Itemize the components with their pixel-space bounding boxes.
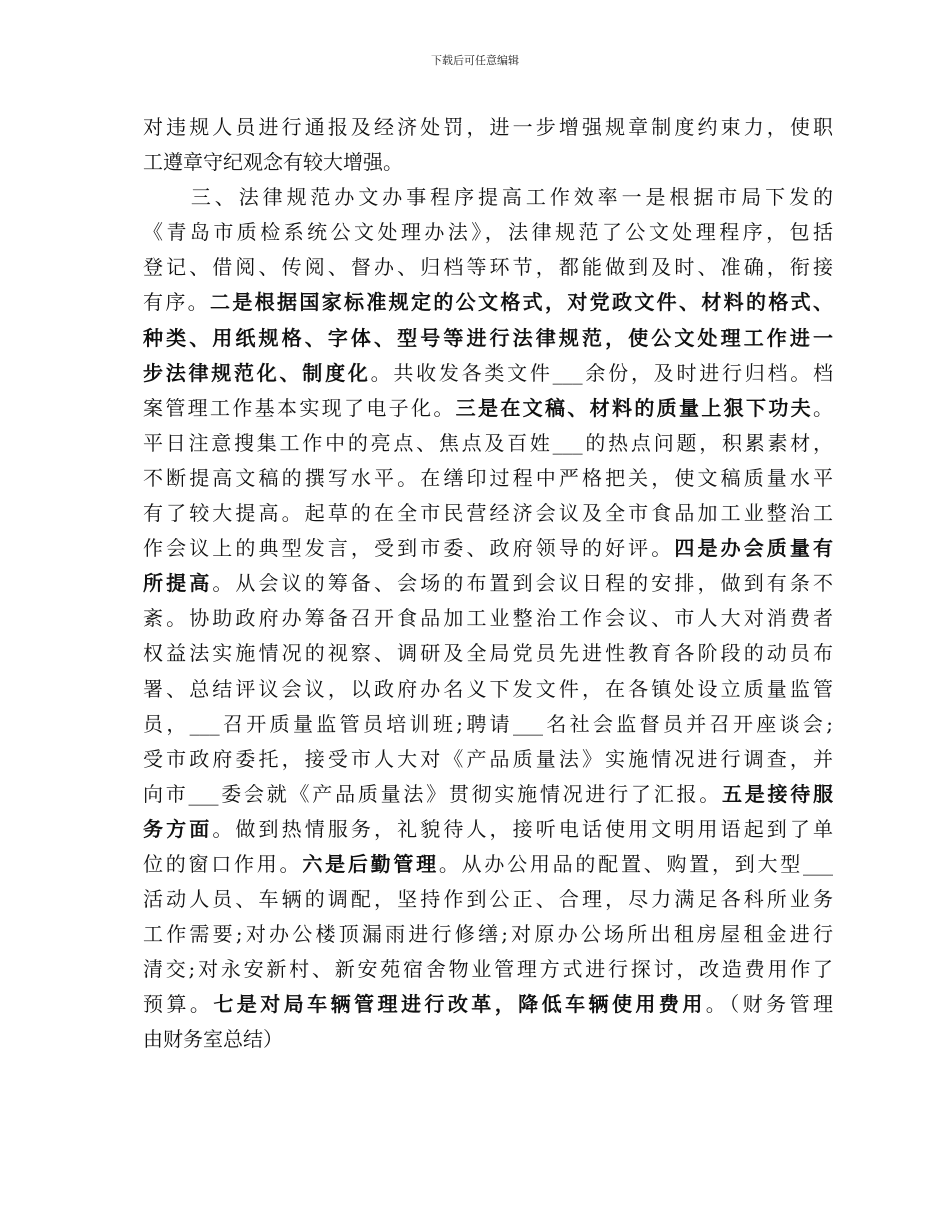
text-line [143, 250, 833, 285]
text-segment: 。 [813, 395, 833, 420]
bold-text-segment: 二是根据国家标准规定的公文格式，对党政文件、材料的格式、 [210, 290, 833, 315]
text-segment: 作会议上的典型发言，受到市委、政府领导的好评。 [143, 536, 675, 561]
text-segment: 。从会议的筹备、会场的布置到会议日程的安排，做到有条不 [212, 571, 833, 596]
text-segment: 。共收发各类文件___余份，及时进行归档。档 [370, 360, 833, 385]
text-segment: 平日注意搜集工作中的亮点、焦点及百姓___的热点问题，积累素材， [143, 430, 833, 455]
text-line [143, 882, 833, 917]
text-line [143, 110, 833, 145]
text-line [143, 285, 833, 320]
text-segment: 有了较大提高。起草的在全市民营经济会议及全市食品加工业整治工 [143, 501, 833, 526]
text-line [143, 952, 833, 987]
text-segment: 员，___召开质量监管员培训班;聘请___名社会监督员并召开座谈会; [143, 711, 833, 736]
text-segment: 活动人员、车辆的调配，坚持作到公正、合理，尽力满足各科所业务 [143, 887, 833, 912]
text-line [143, 1022, 833, 1057]
text-segment: 预算。 [143, 992, 214, 1017]
text-line [143, 496, 833, 531]
bold-text-segment: 四是办会质量有 [674, 536, 833, 561]
text-segment: 受市政府委托，接受市人大对《产品质量法》实施情况进行调查，并 [143, 746, 833, 771]
text-line [143, 707, 833, 742]
bold-text-segment: 五是接待服 [721, 781, 833, 806]
text-segment: 。从办公用品的配置、购置，到大型___ [438, 851, 833, 876]
text-segment: 权益法实施情况的视察、调研及全局党员先进性教育各阶段的动员布 [143, 641, 833, 666]
text-line [143, 531, 833, 566]
text-line [143, 391, 833, 426]
bold-text-segment: 三是在文稿、材料的质量上狠下功夫 [455, 395, 814, 420]
text-segment: 工遵章守纪观念有较大增强。 [143, 150, 403, 175]
text-segment: 由财务室总结） [143, 1027, 283, 1052]
text-segment: 登记、借阅、传阅、督办、归档等环节，都能做到及时、准确，衔接 [143, 255, 833, 280]
text-line [143, 426, 833, 461]
text-segment: 紊。协助政府办筹备召开食品加工业整治工作会议、市人大对消费者 [143, 606, 833, 631]
text-line [143, 180, 833, 215]
text-segment: 。做到热情服务，礼貌待人，接听电话使用文明用语起到了单 [212, 816, 833, 841]
text-segment: 案管理工作基本实现了电子化。 [143, 395, 456, 420]
text-line [143, 812, 833, 847]
bold-text-segment: 务方面 [143, 816, 213, 841]
text-line [143, 777, 833, 812]
text-line [143, 672, 833, 707]
text-segment: 《青岛市质检系统公文处理办法》，法律规范了公文处理程序，包括 [143, 220, 833, 245]
text-segment: 。（财务管理 [705, 992, 833, 1017]
text-line [143, 636, 833, 671]
text-segment: 有序。 [143, 290, 210, 315]
document-body [143, 110, 833, 1058]
text-line [143, 847, 833, 882]
text-segment: 位的窗口作用。 [143, 851, 303, 876]
text-line [143, 145, 833, 180]
text-segment: 向市___委会就《产品质量法》贯彻实施情况进行了汇报。 [143, 781, 722, 806]
text-line [143, 601, 833, 636]
text-line [143, 321, 833, 356]
bold-text-segment: 六是后勤管理 [302, 851, 439, 876]
text-line [143, 917, 833, 952]
bold-text-segment: 七是对局车辆管理进行改革，降低车辆使用费用 [213, 992, 706, 1017]
text-line [143, 566, 833, 601]
bold-text-segment: 步法律规范化、制度化 [143, 360, 371, 385]
text-line [143, 987, 833, 1022]
text-segment: 工作需要;对办公楼顶漏雨进行修缮;对原办公场所出租房屋租金进行 [143, 922, 833, 947]
bold-text-segment: 所提高 [143, 571, 213, 596]
page-header: 下载后可任意编辑 [431, 54, 519, 67]
text-line [143, 742, 833, 777]
text-line [143, 356, 833, 391]
text-segment: 署、总结评议会议，以政府办名义下发文件，在各镇处设立质量监管 [143, 676, 833, 701]
text-line [143, 461, 833, 496]
text-segment: 对违规人员进行通报及经济处罚，进一步增强规章制度约束力，使职 [143, 115, 833, 139]
bold-text-segment: 种类、用纸规格、字体、型号等进行法律规范，使公文处理工作进一 [143, 325, 833, 350]
text-segment: 不断提高文稿的撰写水平。在缮印过程中严格把关，使文稿质量水平 [143, 465, 833, 490]
text-segment: 三、法律规范办文办事程序提高工作效率一是根据市局下发的 [143, 185, 833, 210]
text-line [143, 215, 833, 250]
text-segment: 清交;对永安新村、新安苑宿舍物业管理方式进行探讨，改造费用作了 [143, 957, 833, 982]
